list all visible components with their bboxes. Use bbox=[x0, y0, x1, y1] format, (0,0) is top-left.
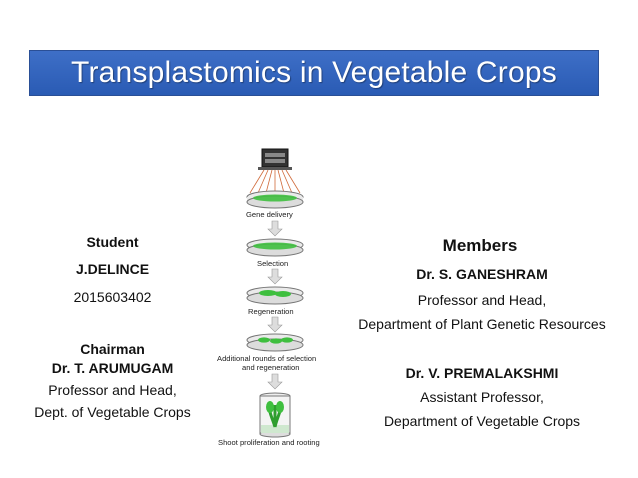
step-additional-rounds-line2: and regeneration bbox=[242, 363, 300, 372]
petri-dish-additional-rounds bbox=[247, 334, 303, 351]
student-id: 2015603402 bbox=[73, 289, 152, 305]
chairman-name: Dr. T. ARUMUGAM bbox=[51, 360, 174, 376]
arrow-down-icon bbox=[268, 317, 282, 332]
student-name: J.DELINCE bbox=[75, 261, 150, 277]
member-1-name: Dr. S. GANESHRAM bbox=[416, 266, 548, 282]
chairman-label: Chairman bbox=[80, 341, 145, 357]
member-1-role: Professor and Head, bbox=[417, 292, 547, 308]
gene-gun-icon bbox=[250, 149, 300, 193]
step-gene-delivery: Gene delivery bbox=[246, 210, 293, 219]
member-2-dept: Department of Vegetable Crops bbox=[383, 413, 581, 429]
step-additional-rounds-line1: Additional rounds of selection bbox=[217, 354, 317, 363]
petri-dish-gene-delivery bbox=[247, 191, 303, 208]
arrow-down-icon bbox=[268, 269, 282, 284]
member-2-role: Assistant Professor, bbox=[420, 389, 544, 405]
arrow-down-icon bbox=[268, 221, 282, 236]
petri-dish-selection bbox=[247, 239, 303, 256]
step-shoot-proliferation: Shoot proliferation and rooting bbox=[218, 438, 320, 447]
members-label: Members bbox=[442, 236, 518, 255]
arrow-down-icon bbox=[268, 374, 282, 389]
petri-dish-regeneration bbox=[247, 287, 303, 304]
step-regeneration: Regeneration bbox=[248, 307, 294, 316]
transformation-process-diagram bbox=[214, 145, 354, 450]
step-selection: Selection bbox=[257, 259, 289, 268]
chairman-role: Professor and Head, bbox=[48, 382, 177, 398]
culture-jar-icon bbox=[260, 393, 290, 437]
chairman-dept: Dept. of Vegetable Crops bbox=[34, 404, 191, 420]
student-label: Student bbox=[86, 234, 139, 250]
member-2-name: Dr. V. PREMALAKSHMI bbox=[405, 365, 559, 381]
slide-title: Transplastomics in Vegetable Crops bbox=[71, 56, 557, 89]
title-banner bbox=[29, 50, 599, 96]
member-1-dept: Department of Plant Genetic Resources bbox=[358, 316, 606, 332]
